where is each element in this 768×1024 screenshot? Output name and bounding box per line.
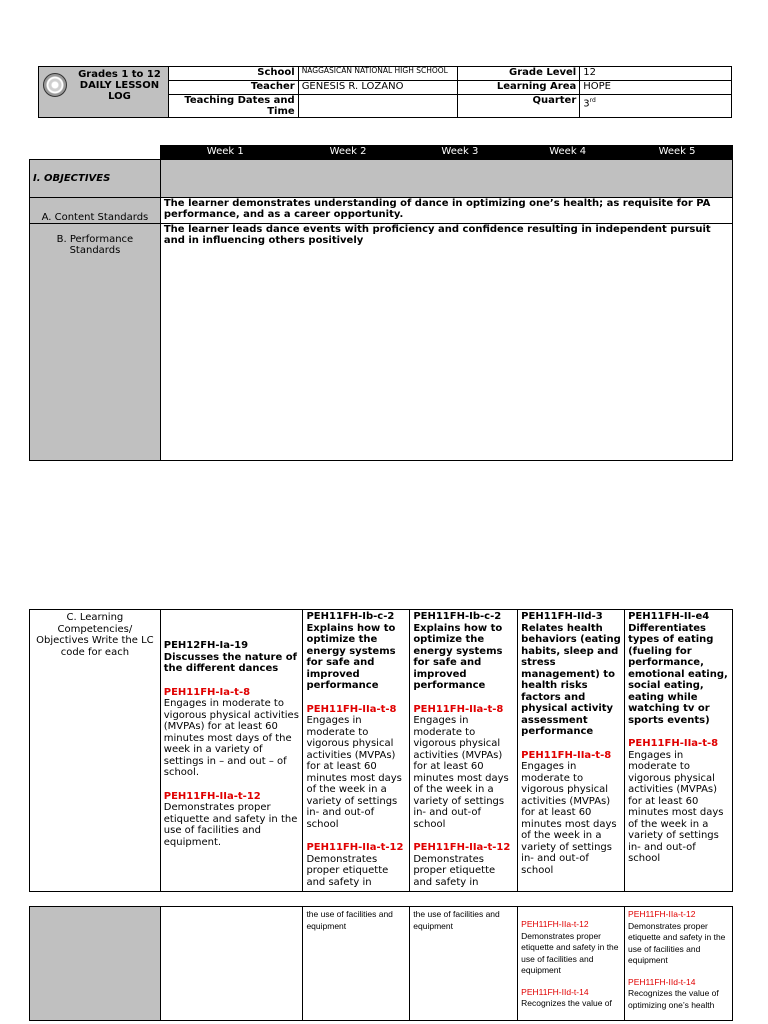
- quarter-label: Quarter: [458, 95, 580, 118]
- w5-text-2: Engages in moderate to vigorous physical activities (MVPAs) for at least 60 minutes most days of the week in a variety of settings in- and out-of school: [628, 749, 724, 864]
- w4-code-1: PEH11FH-IId-3: [521, 611, 603, 622]
- c4-text-2: Recognizes the value of: [521, 998, 612, 1008]
- continuation-label-cell: [30, 907, 161, 1021]
- c4-code-1: PEH11FH-IIa-t-12: [521, 919, 589, 929]
- quarter-value: [580, 95, 732, 118]
- continuation-week-4: [518, 907, 625, 1021]
- c5-text-1: Demonstrates proper etiquette and safety in the use of facilities and equipment: [628, 920, 726, 965]
- w1-text-2: Engages in moderate to vigorous physical activities (MVPAs) for at least 60 minutes most days of the week in a variety of settings in – and out – of school.: [163, 698, 299, 778]
- c4-code-2: PEH11FH-IId-t-14: [521, 986, 589, 997]
- lesson-log-header: [38, 66, 732, 118]
- school-value: NAGGASICAN NATIONAL HIGH SCHOOL: [298, 67, 458, 81]
- quarter-number: 3: [583, 98, 590, 110]
- school-label: School: [168, 67, 298, 81]
- content-standards-label: A. Content Standards: [30, 198, 161, 224]
- w2-code-2: PEH11FH-IIa-t-8: [306, 703, 397, 715]
- objectives-heading-fill: [160, 160, 732, 198]
- objectives-heading: I. OBJECTIVES: [30, 160, 161, 198]
- week-4-competencies: [518, 610, 625, 892]
- teaching-dates-label: Teaching Dates and Time: [168, 95, 298, 118]
- continuation-week-1: [160, 907, 303, 1021]
- w3-code-2: PEH11FH-IIa-t-8: [413, 703, 504, 715]
- teaching-dates-value: [298, 95, 458, 118]
- week-1-competencies: [160, 610, 303, 892]
- learning-competencies-label: C. Learning Competencies/ Objectives Write the LC code for each: [30, 610, 161, 892]
- week-4-header: Week 4: [514, 146, 622, 160]
- w3-text-2: Engages in moderate to vigorous physical activities (MVPAs) for at least 60 minutes most days of the week in a variety of settings in- and out-of school: [413, 715, 509, 830]
- teacher-value: GENESIS R. LOZANO: [298, 81, 458, 95]
- w3-text-3: Demonstrates proper etiquette and safety in: [413, 853, 496, 888]
- grade-level-label: Grade Level: [458, 67, 580, 81]
- w2-title-1: Explains how to optimize the energy systems for safe and improved performance: [306, 622, 396, 691]
- w4-text-2: Engages in moderate to vigorous physical activities (MVPAs) for at least 60 minutes most days of the week in a variety of settings in- and out-of school: [521, 761, 617, 876]
- week-2-header: Week 2: [290, 146, 406, 160]
- objectives-table: [29, 145, 733, 461]
- c5-text-2: Recognizes the value of optimizing one’s health: [628, 988, 719, 1010]
- competencies-table: [29, 609, 733, 892]
- quarter-suffix: rd: [589, 97, 596, 104]
- w1-code-3: PEH11FH-IIa-t-12: [163, 790, 261, 802]
- content-standards-text: The learner demonstrates understanding of dance in optimizing one’s health; as requisite for PA performance, and as a career opportunity.: [160, 198, 732, 224]
- w2-code-1: PEH11FH-Ib-c-2: [306, 611, 395, 622]
- w1-title-1: Discusses the nature of the different dances: [163, 651, 297, 674]
- w1-code-1: PEH12FH-Ia-19: [163, 640, 249, 651]
- c4-text-1: Demonstrates proper etiquette and safety in the use of facilities and equipment: [521, 930, 619, 975]
- week-5-header: Week 5: [622, 146, 733, 160]
- week-5-competencies: [625, 610, 733, 892]
- continuation-week-5: [625, 907, 733, 1021]
- performance-standards-text: The learner leads dance events with proficiency and confidence resulting in independent pursuit and in influencing others positively: [160, 224, 732, 461]
- teacher-label: Teacher: [168, 81, 298, 95]
- continuation-week-2: the use of facilities and equipment: [303, 907, 410, 1021]
- c5-code-1: PEH11FH-IIa-t-12: [628, 909, 696, 919]
- w2-text-2: Engages in moderate to vigorous physical activities (MVPAs) for at least 60 minutes most days of the week in a variety of settings in- and out-of school: [306, 715, 402, 830]
- w3-title-1: Explains how to optimize the energy systems for safe and improved performance: [413, 622, 503, 691]
- week-header-row: [30, 146, 733, 160]
- w4-code-2: PEH11FH-IIa-t-8: [521, 749, 612, 761]
- w5-code-1: PEH11FH-II-e4: [628, 611, 710, 622]
- c5-code-2: PEH11FH-IId-t-14: [628, 976, 696, 987]
- learning-area-label: Learning Area: [458, 81, 580, 95]
- week-3-header: Week 3: [406, 146, 514, 160]
- week-2-competencies: [303, 610, 410, 892]
- performance-standards-label: B. Performance Standards: [30, 224, 161, 461]
- w5-title-1: Differentiates types of eating (fueling for performance, emotional eating, social eating, eating while watching tv or sports events): [628, 622, 728, 726]
- grade-level-value: 12: [580, 67, 732, 81]
- header-title-cell: [39, 67, 169, 118]
- w1-text-3: Demonstrates proper etiquette and safety in the use of facilities and equipment.: [163, 802, 298, 848]
- deped-seal-icon: [43, 73, 67, 97]
- w2-code-3: PEH11FH-IIa-t-12: [306, 842, 404, 853]
- learning-area-value: HOPE: [580, 81, 732, 95]
- header-title: Grades 1 to 12 DAILY LESSON LOG: [78, 69, 161, 102]
- w4-title-1: Relates health behaviors (eating habits, sleep and stress management) to health risks factors and physical activity assessment performance: [521, 622, 621, 737]
- week-3-competencies: [410, 610, 518, 892]
- w2-text-3: Demonstrates proper etiquette and safety in: [306, 853, 389, 888]
- continuation-week-3: the use of facilities and equipment: [410, 907, 518, 1021]
- w5-code-2: PEH11FH-IIa-t-8: [628, 738, 719, 749]
- competencies-continuation-table: [29, 906, 733, 1021]
- w3-code-1: PEH11FH-Ib-c-2: [413, 611, 502, 622]
- week-1-header: Week 1: [160, 146, 290, 160]
- w3-code-3: PEH11FH-IIa-t-12: [413, 842, 511, 853]
- w1-code-2: PEH11FH-Ia-t-8: [163, 686, 251, 698]
